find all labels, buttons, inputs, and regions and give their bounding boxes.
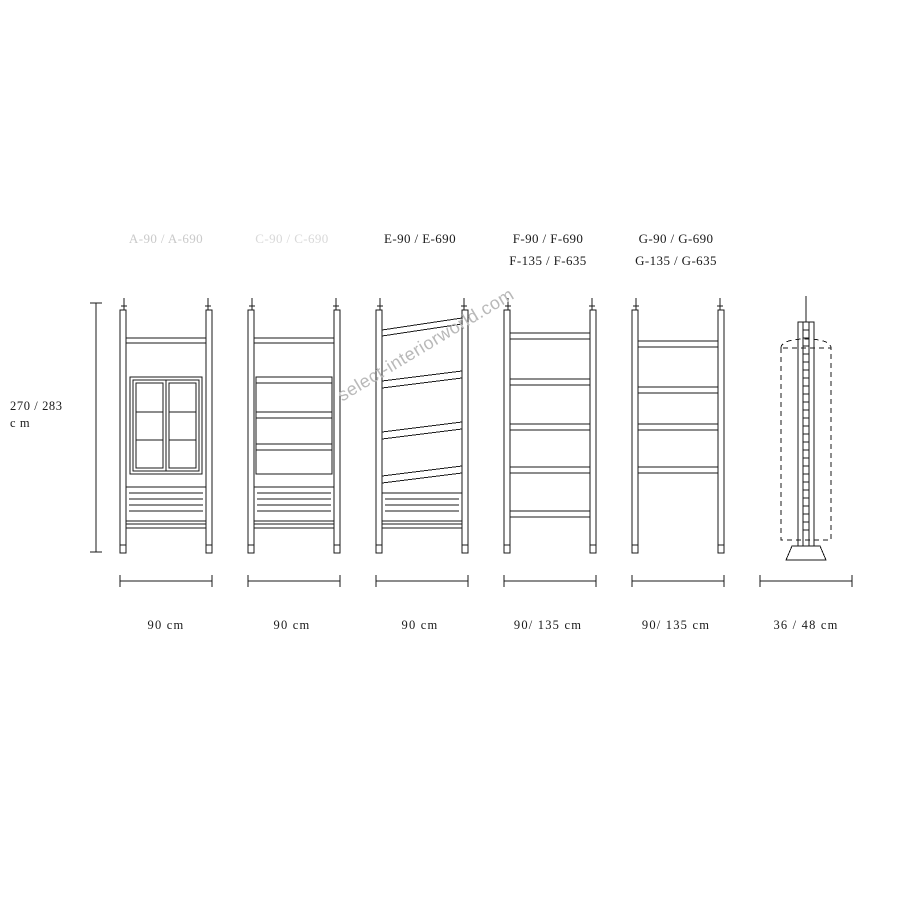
- width-dimension-g90: [632, 575, 724, 587]
- label-f90: F-90 / F-690 F-135 / F-635: [509, 231, 587, 268]
- height-dimension-line: [90, 303, 102, 552]
- unit-a90: [120, 298, 212, 553]
- width-dimension-a90: [120, 575, 212, 587]
- watermark: select-interiorworld.com: [334, 283, 518, 406]
- unit-g90: [632, 298, 724, 553]
- width-label-side: 36 / 48 cm: [773, 618, 839, 632]
- label-g90: G-90 / G-690 G-135 / G-635: [635, 231, 717, 268]
- unit-f90: [504, 298, 596, 553]
- width-dimension-e90: [376, 575, 468, 587]
- width-label-f90: 90/ 135 cm: [513, 618, 583, 632]
- width-label-g90: 90/ 135 cm: [641, 618, 711, 632]
- label-e90: E-90 / E-690: [384, 231, 456, 246]
- unit-c90: [248, 298, 340, 553]
- label-c90: C-90 / C-690: [255, 231, 329, 246]
- label-a90: A-90 / A-690: [128, 231, 204, 246]
- height-dimension-label: 270 / 283 c m: [10, 399, 63, 430]
- unit-side-profile: [781, 296, 831, 560]
- width-label-c90: 90 cm: [273, 618, 311, 632]
- unit-e90: [376, 298, 468, 553]
- width-dimension-f90: [504, 575, 596, 587]
- width-dimension-c90: [248, 575, 340, 587]
- width-dimension-side: [760, 575, 852, 587]
- width-label-e90: 90 cm: [401, 618, 439, 632]
- width-label-a90: 90 cm: [147, 618, 185, 632]
